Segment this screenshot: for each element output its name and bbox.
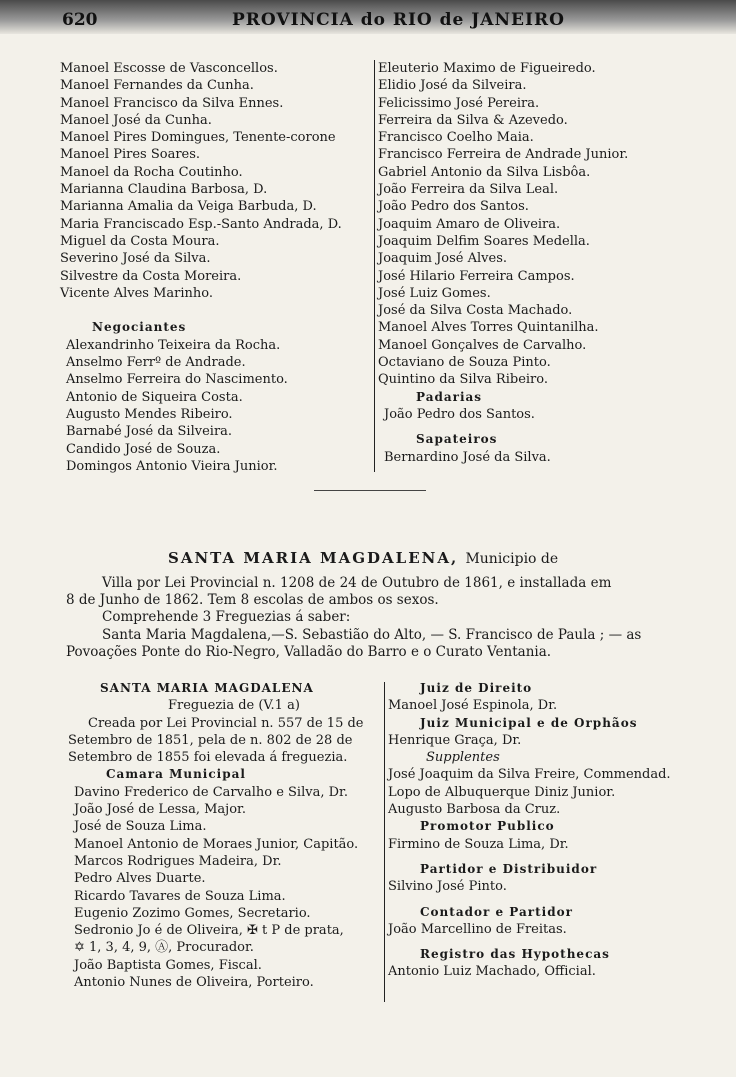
list-item: João Baptista Gomes, Fiscal.: [74, 957, 262, 973]
list-item: Augusto Barbosa da Cruz.: [388, 802, 561, 818]
parish-creation: [68, 715, 380, 767]
creation-line: Setembro de 1855 foi elevada á freguezia.: [68, 750, 348, 766]
list-item: Marcos Rodrigues Madeira, Dr.: [74, 853, 282, 869]
list-item: José de Souza Lima.: [74, 819, 207, 835]
promotor-heading: Promotor Publico: [420, 819, 555, 834]
juiz-direito-heading: Juiz de Direito: [420, 681, 533, 695]
list-item: José Hilario Ferreira Campos.: [378, 268, 575, 284]
intro-line-1: Villa por Lei Provincial n. 1208 de 24 de Outubro de 1861, e installada em: [102, 575, 612, 591]
section-title: [168, 549, 558, 567]
list-item: Francisco Ferreira de Andrade Junior.: [378, 147, 629, 163]
list-item: Davino Frederico de Carvalho e Silva, Dr.: [74, 784, 348, 800]
residents-list: [60, 60, 372, 302]
list-item: Severino José da Silva.: [60, 251, 211, 267]
list-item: Manoel Escosse de Vasconcellos.: [60, 61, 278, 76]
list-item: Marianna Claudina Barbosa, D.: [60, 182, 268, 198]
list-item: Manoel Pires Soares.: [60, 147, 201, 163]
intro-line-5: Povoações Ponte do Rio-Negro, Valladão do Barro e o Curato Ventania.: [66, 644, 552, 660]
list-item: Manoel Antonio de Moraes Junior, Capitão.: [74, 836, 359, 852]
list-item: Manoel Pires Domingues, Tenente-corone: [60, 130, 336, 146]
juiz-direito-name: Manoel José Espinola, Dr.: [388, 698, 558, 714]
contador-heading: Contador e Partidor: [420, 904, 573, 919]
sapateiros-heading: Sapateiros: [416, 432, 498, 447]
list-item: Manoel da Rocha Coutinho.: [60, 164, 243, 180]
list-item: Pedro Alves Duarte.: [74, 871, 206, 887]
running-title: PROVINCIA do RIO de JANEIRO: [232, 10, 565, 30]
intro-line-2: 8 de Junho de 1862. Tem 8 escolas de ambos os sexos.: [66, 592, 439, 608]
list-item: João Ferreira da Silva Leal.: [378, 182, 559, 198]
residents-list-right: [378, 60, 678, 389]
supplentes-heading: Supplentes: [426, 750, 500, 766]
list-item: Anselmo Ferreira do Nascimento.: [66, 372, 288, 388]
parish-heading: SANTA MARIA MAGDALENA: [100, 681, 314, 695]
list-item: Manoel Alves Torres Quintanilha.: [378, 320, 599, 336]
column-divider-bottom: [384, 682, 385, 1002]
list-item: João José de Lessa, Major.: [74, 802, 246, 818]
bottom-right-column: [388, 680, 728, 981]
list-item: Felicissimo José Pereira.: [378, 95, 540, 111]
list-item: Eleuterio Maximo de Figueiredo.: [378, 61, 596, 76]
supplentes-list: [388, 766, 728, 818]
page-number: 620: [62, 10, 98, 30]
list-item: Vicente Alves Marinho.: [60, 285, 214, 301]
camara-list: [68, 784, 380, 992]
list-item: Bernardino José da Silva.: [384, 449, 551, 465]
list-item: Augusto Mendes Ribeiro.: [66, 406, 233, 422]
list-item: José da Silva Costa Machado.: [378, 303, 573, 319]
list-item: ✡ 1, 3, 4, 9, Ⓐ, Procurador.: [74, 940, 254, 956]
partidor-heading: Partidor e Distribuidor: [420, 861, 598, 876]
list-item: João Pedro dos Santos.: [378, 199, 529, 215]
bottom-left-column: [68, 680, 380, 991]
list-item: Silvestre da Costa Moreira.: [60, 268, 242, 284]
list-item: Lopo de Albuquerque Diniz Junior.: [388, 784, 616, 800]
list-item: Antonio Nunes de Oliveira, Porteiro.: [74, 975, 314, 991]
list-item: Sedronio Jo é de Oliveira, ✠ t P de prata,: [74, 923, 344, 939]
registro-heading: Registro das Hypothecas: [420, 947, 610, 962]
juiz-municipal-heading: Juiz Municipal e de Orphãos: [420, 715, 638, 730]
sapateiros-list: [378, 449, 678, 466]
column-divider-top: [374, 60, 375, 472]
list-item: Elidio José da Silveira.: [378, 78, 527, 94]
list-item: Marianna Amalia da Veiga Barbuda, D.: [60, 199, 317, 215]
list-item: Manoel José da Cunha.: [60, 112, 212, 128]
promotor-name: Firmino de Souza Lima, Dr.: [388, 836, 569, 852]
list-item: Maria Franciscado Esp.-Santo Andrada, D.: [60, 216, 342, 232]
list-item: Gabriel Antonio da Silva Lisbôa.: [378, 164, 591, 180]
list-item: Candido José de Souza.: [66, 441, 221, 457]
municipality-title-rest: Municipio de: [465, 551, 559, 567]
list-item: Octaviano de Souza Pinto.: [378, 355, 551, 371]
intro-line-4: Santa Maria Magdalena,—S. Sebastião do Alto, — S. Francisco de Paula ; — as: [102, 627, 642, 643]
list-item: Quintino da Silva Ribeiro.: [378, 372, 548, 388]
list-item: José Luiz Gomes.: [378, 285, 491, 301]
list-item: Miguel da Costa Moura.: [60, 233, 220, 249]
list-item: Manoel Gonçalves de Carvalho.: [378, 337, 587, 353]
creation-line: Creada por Lei Provincial n. 557 de 15 de: [88, 715, 364, 731]
list-item: Manoel Fernandes da Cunha.: [60, 78, 254, 94]
list-item: Joaquim José Alves.: [378, 251, 508, 267]
contador-name: João Marcellino de Freitas.: [388, 921, 567, 937]
section-separator: [314, 490, 426, 491]
parish-subheading: Freguezia de (V.1 a): [168, 698, 300, 714]
partidor-name: Silvino José Pinto.: [388, 879, 507, 895]
list-item: Anselmo Ferrº de Andrade.: [66, 355, 246, 371]
list-item: José Joaquim da Silva Freire, Commendad.: [388, 767, 671, 783]
top-left-column: [60, 60, 372, 475]
list-item: Manoel Francisco da Silva Ennes.: [60, 95, 284, 111]
list-item: Barnabé José da Silveira.: [66, 424, 233, 440]
top-right-column: [378, 60, 678, 466]
negociantes-heading: Negociantes: [92, 320, 187, 335]
municipality-name: SANTA MARIA MAGDALENA,: [168, 549, 459, 567]
list-item: Eugenio Zozimo Gomes, Secretario.: [74, 905, 311, 921]
negociantes-list: [60, 337, 372, 475]
registro-name: Antonio Luiz Machado, Official.: [388, 964, 596, 980]
list-item: Antonio de Siqueira Costa.: [66, 389, 243, 405]
page-header: [0, 0, 736, 34]
list-item: Alexandrinho Teixeira da Rocha.: [66, 337, 281, 353]
list-item: Ferreira da Silva & Azevedo.: [378, 112, 568, 128]
creation-line: Setembro de 1851, pela de n. 802 de 28 de: [68, 732, 353, 748]
list-item: Francisco Coelho Maia.: [378, 130, 534, 146]
list-item: Domingos Antonio Vieira Junior.: [66, 458, 278, 474]
list-item: Joaquim Amaro de Oliveira.: [378, 216, 561, 232]
list-item: Ricardo Tavares de Souza Lima.: [74, 888, 286, 904]
camara-heading: Camara Municipal: [106, 767, 246, 782]
padarias-list: [378, 406, 678, 423]
intro-line-3: Comprehende 3 Freguezias á saber:: [102, 609, 351, 625]
padarias-heading: Padarias: [416, 389, 483, 404]
juiz-municipal-name: Henrique Graça, Dr.: [388, 732, 522, 748]
list-item: João Pedro dos Santos.: [384, 406, 535, 422]
list-item: Joaquim Delfim Soares Medella.: [378, 233, 590, 249]
